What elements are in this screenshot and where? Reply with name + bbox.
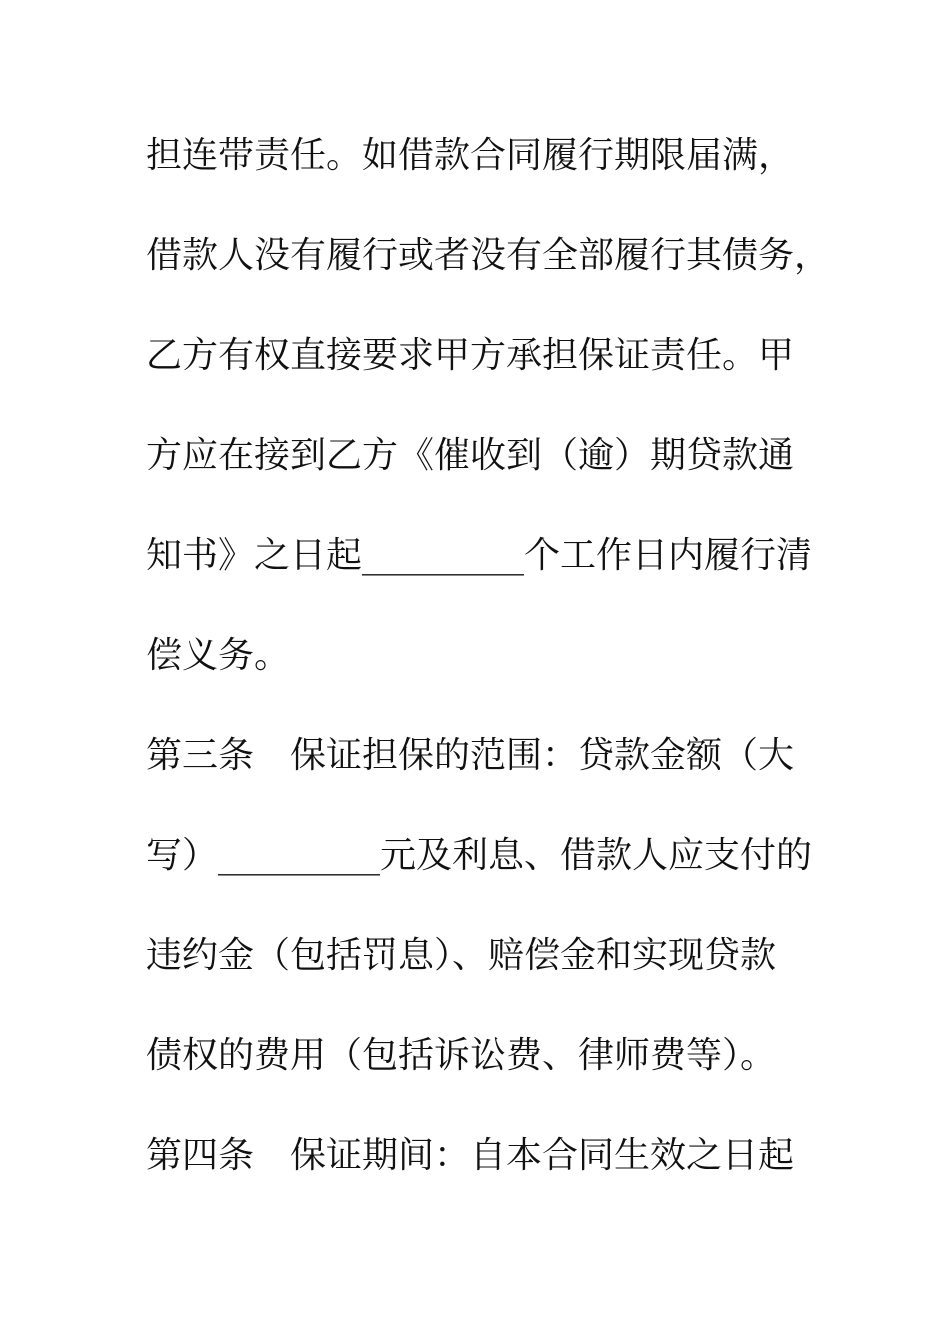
text-line: 借款人没有履行或者没有全部履行其债务，	[146, 235, 831, 276]
text-line: 知书》之日起_________个工作日内履行清	[146, 535, 813, 576]
text-line: 偿义务。	[146, 635, 291, 676]
article-four-heading-line: 第四条 保证期间：自本合同生效之日起	[146, 1135, 795, 1176]
text-line: 担连带责任。如借款合同履行期限届满，	[146, 135, 795, 176]
contract-text-body	[146, 126, 831, 1226]
text-line: 写）_________元及利息、借款人应支付的	[146, 835, 813, 876]
text-line: 乙方有权直接要求甲方承担保证责任。甲	[146, 335, 795, 376]
text-line: 方应在接到乙方《催收到（逾）期贷款通	[146, 435, 795, 476]
text-line: 债权的费用（包括诉讼费、律师费等）。	[146, 1035, 777, 1076]
text-line: 违约金（包括罚息）、赔偿金和实现贷款	[146, 935, 777, 976]
article-three-heading-line: 第三条 保证担保的范围：贷款金额（大	[146, 735, 795, 776]
